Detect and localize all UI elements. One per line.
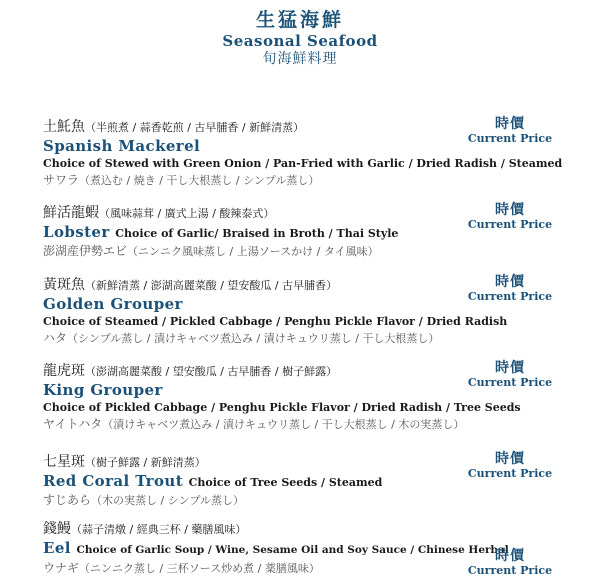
item-options-zh: （半煎煮 / 蒜香乾煎 / 古早脯香 / 新鮮清蒸）: [85, 121, 305, 134]
item-name-en: Red Coral Trout: [43, 472, 184, 490]
item-name-zh: 黃斑魚: [43, 277, 85, 293]
item-desc-en: Choice of Garlic/ Braised in Broth / Thai Style: [115, 227, 399, 240]
item-name-ja: ハタ: [43, 331, 68, 345]
item-name-zh: 鮮活龍蝦: [43, 205, 99, 221]
item-name-zh: 龍虎斑: [43, 363, 85, 379]
price-zh: 時價: [495, 548, 525, 564]
price-en: Current Price: [467, 132, 553, 145]
item-name-ja: すじあら: [43, 493, 92, 507]
item-options-ja: （ニンニク蒸し / 三杯ソース炒め煮 / 薬膳風味）: [79, 562, 320, 575]
price-en: Current Price: [467, 467, 553, 480]
item-options-zh: （澎湖高麗菜酸 / 望安酸瓜 / 古早脯香 / 樹子鮮露）: [85, 365, 338, 378]
item-options-zh: （蒜子清燉 / 經典三杯 / 藥膳風味）: [71, 523, 247, 536]
menu-header: [0, 8, 600, 68]
price-en: Current Price: [467, 218, 553, 231]
item-desc-en: Choice of Tree Seeds / Steamed: [188, 476, 383, 489]
item-name-en: Lobster: [43, 223, 110, 241]
price-tag: [466, 360, 554, 390]
item-name-zh: 錢鰻: [43, 521, 71, 537]
item-options-ja: （煮込む / 焼き / 干し大根蒸し / シンプル蒸し）: [79, 174, 320, 187]
price-zh: 時價: [495, 202, 525, 218]
price-en: Current Price: [467, 564, 553, 577]
item-name-ja: サワラ: [43, 173, 80, 187]
item-name-en: King Grouper: [43, 381, 163, 399]
item-name-en: Eel: [43, 539, 71, 557]
item-desc-en: Choice of Garlic Soup / Wine, Sesame Oil and Soy Sauce / Chinese Herbal: [76, 544, 509, 556]
item-name-en: Spanish Mackerel: [43, 137, 201, 155]
item-name-zh-line: [43, 520, 583, 539]
item-options-ja: （漬けキャベツ煮込み / 漬けキュウリ蒸し / 干し大根蒸し / 木の実蒸し）: [102, 418, 465, 431]
price-tag: [466, 202, 554, 232]
item-name-en: Golden Grouper: [43, 295, 183, 313]
item-name-zh: 七星斑: [43, 454, 85, 470]
item-options-ja: （シンプル蒸し / 漬けキャベツ煮込み / 漬けキュウリ蒸し / 干し大根蒸し）: [67, 332, 440, 345]
price-tag: [466, 274, 554, 304]
item-name-ja: 澎湖産伊勢エビ: [43, 244, 128, 258]
price-zh: 時價: [495, 360, 525, 376]
price-zh: 時價: [495, 274, 525, 290]
item-name-zh: 土魠魚: [43, 119, 85, 135]
item-name-ja-line: [43, 330, 583, 347]
section-title-ja: 旬海鮮料理: [262, 51, 338, 67]
item-desc-en: Choice of Stewed with Green Onion / Pan-Fried with Garlic / Dried Radish / Steamed: [43, 157, 563, 170]
item-desc-en: Choice of Pickled Cabbage / Penghu Pickle Flavor / Dried Radish / Tree Seeds: [43, 401, 521, 414]
item-options-zh: （樹子鮮露 / 新鮮清蒸）: [85, 456, 206, 469]
item-name-ja: ウナギ: [43, 561, 80, 575]
section-title-zh: 生猛海鮮: [255, 9, 344, 31]
item-name-ja-line: [43, 492, 583, 509]
item-name-ja-line: [43, 172, 583, 189]
item-desc-en: Choice of Steamed / Pickled Cabbage / Penghu Pickle Flavor / Dried Radish: [43, 315, 508, 328]
price-en: Current Price: [467, 376, 553, 389]
item-options-zh: （新鮮清蒸 / 澎湖高麗菜酸 / 望安酸瓜 / 古早脯香）: [85, 279, 338, 292]
item-options-ja: （木の実蒸し / シンプル蒸し）: [91, 494, 244, 507]
price-en: Current Price: [467, 290, 553, 303]
item-name-ja-line: [43, 416, 583, 433]
item-options-ja: （ニンニク風味蒸し / 上湯ソースかけ / タイ風味）: [127, 245, 379, 258]
item-options-zh: （風味蒜茸 / 廣式上湯 / 酸辣泰式）: [99, 207, 275, 220]
price-tag: [466, 451, 554, 481]
price-tag: [466, 116, 554, 146]
price-zh: 時價: [495, 116, 525, 132]
item-name-ja: ヤイトハタ: [43, 417, 103, 431]
item-name-ja-line: [43, 243, 583, 260]
price-tag: [466, 548, 554, 578]
price-zh: 時價: [495, 451, 525, 467]
section-title-en: Seasonal Seafood: [222, 32, 378, 50]
